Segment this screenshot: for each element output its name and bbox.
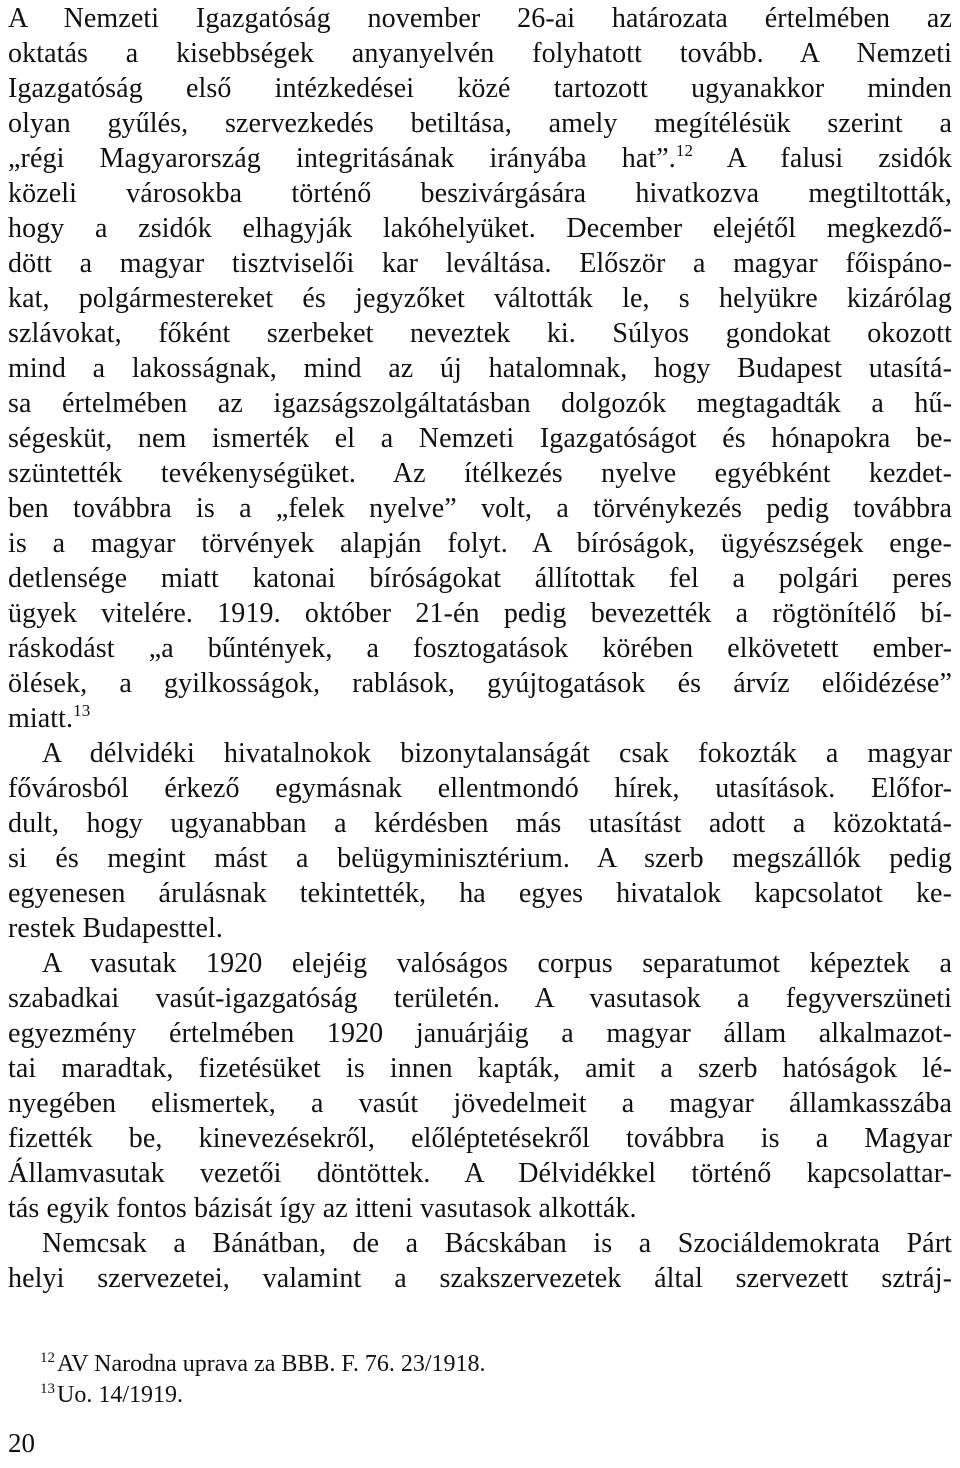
text-line: olyan gyűlés, szervezkedés betiltása, amely megítélésük szerint a	[8, 108, 952, 139]
footnote	[40, 1350, 485, 1378]
text-line: ségesküt, nem ismerték el a Nemzeti Igazgatóságot és hónapokra be-	[8, 423, 952, 454]
text-line: szüntették tevékenységüket. Az ítélkezés nyelve egyébként kezdet-	[8, 458, 952, 489]
text-line: fizették be, kinevezésekről, előléptetésekről továbbra is a Magyar	[8, 1123, 952, 1154]
text-line	[8, 702, 952, 735]
page-number: 20	[8, 1428, 35, 1458]
text-line: oktatás a kisebbségek anyanyelvén folyhatott tovább. A Nemzeti	[8, 38, 952, 69]
text-line: nyegében elismertek, a vasút jövedelmeit a magyar államkasszába	[8, 1088, 952, 1119]
text-line: közeli városokba történő beszivárgására hivatkozva megtiltották,	[8, 178, 952, 209]
footnote-marker: 12	[40, 1350, 55, 1366]
text-line: helyi szervezetei, valamint a szakszervezetek által szervezett sztráj-	[8, 1263, 952, 1294]
text-line: ben továbbra is a „felek nyelve” volt, a törvénykezés pedig továbbra	[8, 493, 952, 524]
footnote-reference: 12	[675, 141, 694, 160]
footnote-reference: 13	[73, 701, 91, 720]
footnote-marker: 13	[40, 1381, 55, 1397]
text-line: ölések, a gyilkosságok, rablások, gyújtogatások és árvíz előidézése”	[8, 668, 952, 699]
footnote	[40, 1381, 183, 1409]
text-line: restek Budapesttel.	[8, 913, 223, 944]
text-line: tai maradtak, fizetésüket is innen kapták, amit a szerb hatóságok lé-	[8, 1053, 952, 1084]
text-line: ráskodást „a bűntények, a fosztogatások körében elkövetett ember-	[8, 633, 952, 664]
text-line: dött a magyar tisztviselői kar leváltása. Először a magyar főispáno-	[8, 248, 952, 279]
text-line: Igazgatóság első intézkedései közé tartozott ugyanakkor minden	[8, 73, 952, 104]
text-line: dult, hogy ugyanabban a kérdésben más utasítást adott a közoktatá-	[8, 808, 952, 839]
text-fragment: A falusi zsidók	[693, 143, 953, 174]
text-line: sa értelmében az igazságszolgáltatásban dolgozók megtagadták a hű-	[8, 388, 952, 419]
text-line: tás egyik fontos bázisát így az itteni vasutasok alkották.	[8, 1193, 637, 1224]
text-line: A délvidéki hivatalnokok bizonytalanságát csak fokozták a magyar	[42, 738, 952, 769]
text-line: szlávokat, főként szerbeket neveztek ki. Súlyos gondokat okozott	[8, 318, 952, 349]
text-line: fővárosból érkező egymásnak ellentmondó hírek, utasítások. Előfor-	[8, 773, 952, 804]
text-line: detlensége miatt katonai bíróságokat állítottak fel a polgári peres	[8, 563, 952, 594]
text-line: A vasutak 1920 elejéig valóságos corpus separatumot képeztek a	[42, 948, 952, 979]
text-line: mind a lakosságnak, mind az új hatalomnak, hogy Budapest utasítá-	[8, 353, 952, 384]
text-line: Államvasutak vezetői döntöttek. A Délvidékkel történő kapcsolattar-	[8, 1158, 952, 1189]
text-line: si és megint mást a belügyminisztérium. A szerb megszállók pedig	[8, 843, 952, 874]
text-line: Nemcsak a Bánátban, de a Bácskában is a Szociáldemokrata Párt	[42, 1228, 952, 1259]
footnote-text: AV Narodna uprava za BBB. F. 76. 23/1918.	[57, 1351, 486, 1377]
text-line	[8, 142, 952, 175]
text-line: egyenesen árulásnak tekintették, ha egyes hivatalok kapcsolatot ke-	[8, 878, 952, 909]
text-fragment: „régi Magyarország integritásának irányába hat”.	[8, 143, 676, 174]
footnote-text: Uo. 14/1919.	[57, 1382, 183, 1408]
text-line: ügyek vitelére. 1919. október 21-én pedig bevezették a rögtönítélő bí-	[8, 598, 952, 629]
text-fragment: miatt.	[8, 703, 74, 734]
text-line: kat, polgármestereket és jegyzőket váltották le, s helyükre kizárólag	[8, 283, 952, 314]
text-line: szabadkai vasút-igazgatóság területén. A vasutasok a fegyverszüneti	[8, 983, 952, 1014]
text-line: is a magyar törvények alapján folyt. A bíróságok, ügyészségek enge-	[8, 528, 952, 559]
text-line: A Nemzeti Igazgatóság november 26-ai határozata értelmében az	[8, 3, 952, 34]
text-line: hogy a zsidók elhagyják lakóhelyüket. December elejétől megkezdő-	[8, 213, 952, 244]
text-line: egyezmény értelmében 1920 januárjáig a magyar állam alkalmazot-	[8, 1018, 952, 1049]
